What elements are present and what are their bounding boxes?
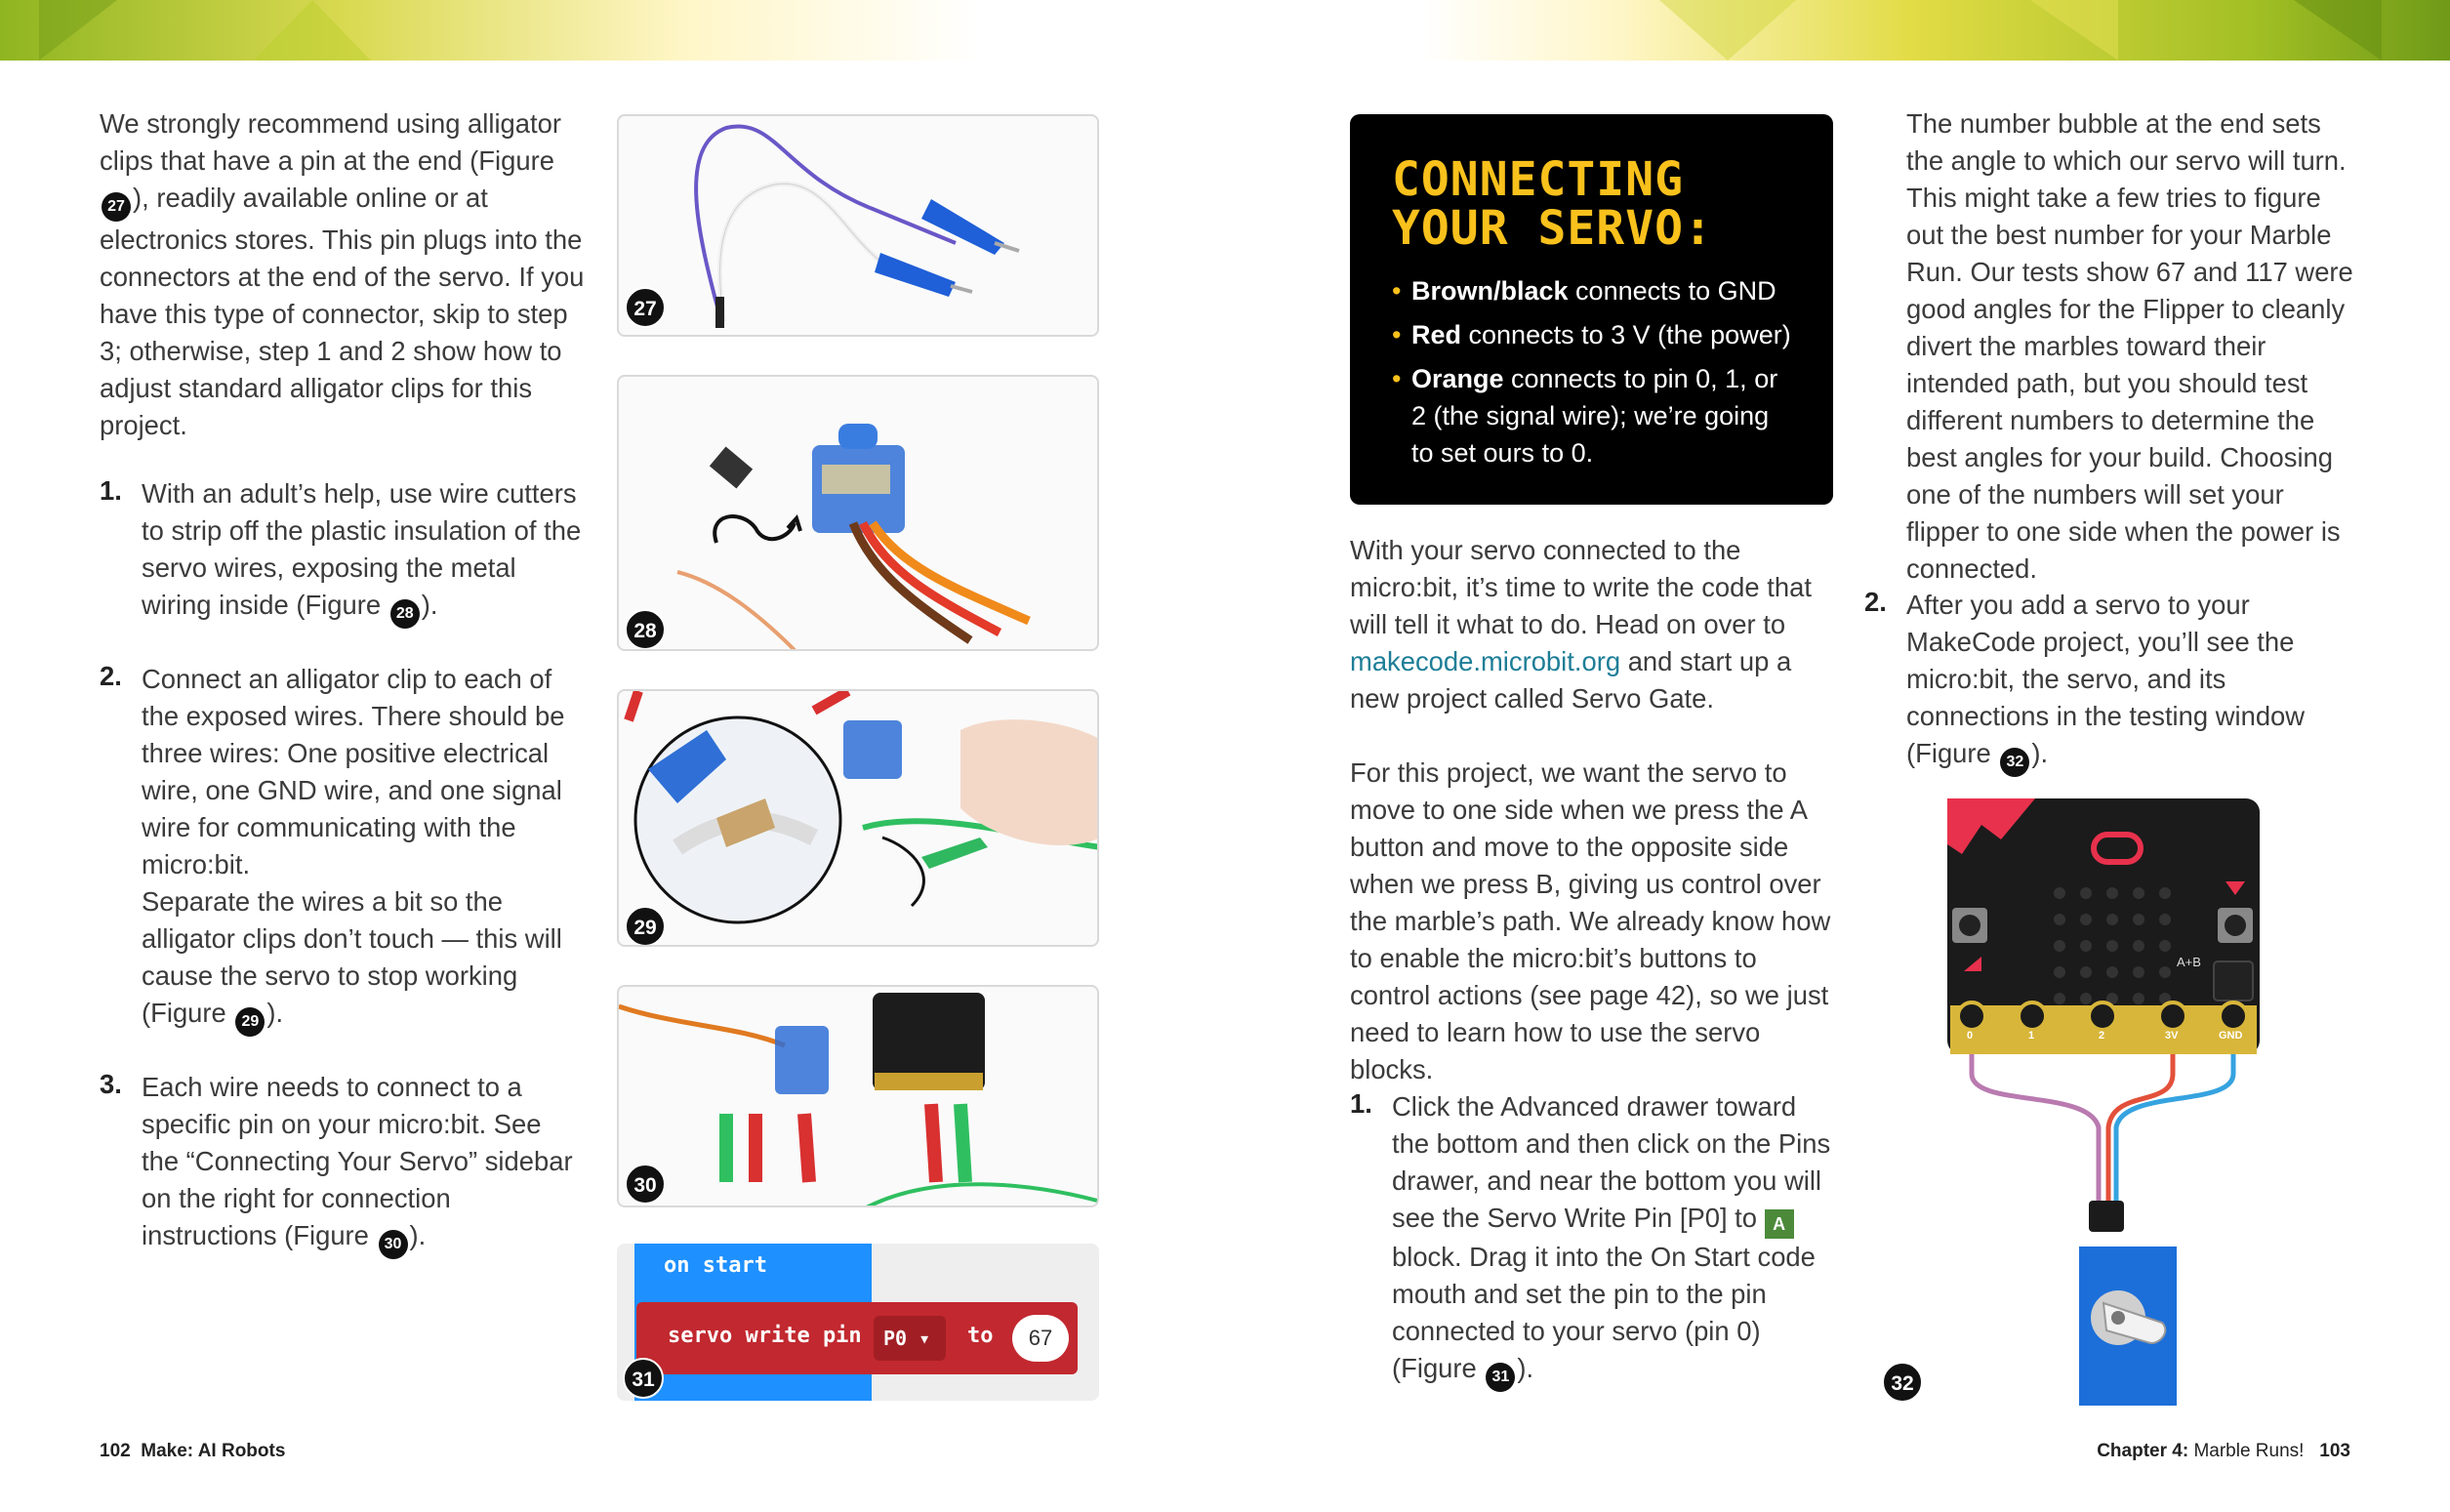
sidebar-list — [1392, 272, 1794, 471]
figure-number-badge: 27 — [625, 287, 666, 328]
bullet-icon: • — [1392, 364, 1402, 393]
figure-ref-badge: 30 — [379, 1230, 408, 1259]
step-1-text: With an adult’s help, use wire cutters to strip off the plastic insulation of the servo wires, exposing the metal wiring inside (Figure 28 ). — [142, 475, 586, 629]
step-3-text: Each wire needs to connect to a specific pin on your micro:bit. See the “Connecting Your Servo” sidebar on the right for connection instructions (Figure 30 ). — [142, 1069, 586, 1259]
servo-code-intro-paragraph: With your servo connected to the micro:bit, it’s time to write the code that will tell it what to do. Head on over to makecode.microbit.org and start up a new project called Servo Gate. — [1350, 535, 1812, 714]
figure-number-badge: 31 — [623, 1358, 664, 1399]
angle-paragraph: The number bubble at the end sets the angle to which our servo will turn. This might take a few tries to figure out the best number for your Marble Run. Our tests show 67 and 117 were good angles for the Flipper to cleanly divert the marbles toward their intended path, but you should test different numbers to determine the best angles for your build. Choosing one of the numbers will set your flipper to one side when the power is connected. — [1906, 108, 2353, 584]
figure-30-photo — [617, 985, 1099, 1207]
servo-write-label: servo write pin — [668, 1324, 862, 1348]
pin-label: 2 — [2099, 1030, 2105, 1042]
separated-alligator-clips-illustration — [619, 691, 1099, 947]
top-decorative-band — [0, 0, 2450, 61]
pin-label: 0 — [1967, 1030, 1974, 1042]
step-number: 1. — [1350, 1088, 1372, 1119]
figure-ref-badge: 27 — [102, 192, 131, 222]
sidebar-item: • Orange connects to pin 0, 1, or 2 (the signal wire); we’re going to set ours to 0. — [1392, 360, 1794, 471]
connecting-your-servo-sidebar — [1350, 114, 1833, 505]
pin-label: 3V — [2165, 1030, 2179, 1042]
bullet-icon: • — [1392, 320, 1402, 349]
chevron-down-icon: ▾ — [919, 1327, 931, 1350]
figure-27-photo — [617, 114, 1099, 337]
step-2-continued-text: Separate the wires a bit so the alligator clips don’t touch — this will cause the servo to stop working (Figure 29 ). — [142, 883, 571, 1037]
pin-label: GND — [2219, 1030, 2243, 1042]
figure-number-badge: 32 — [1882, 1362, 1923, 1403]
book-title: Make: AI Robots — [141, 1441, 286, 1461]
makecode-link[interactable]: makecode.microbit.org — [1350, 646, 1621, 676]
servo-stripped-wires-illustration — [619, 377, 1099, 651]
figure-number-badge: 28 — [625, 609, 666, 650]
sidebar-title: CONNECTING YOUR SERVO: — [1392, 152, 1713, 256]
sidebar-item: • Brown/black connects to GND — [1392, 272, 1794, 309]
to-label: to — [967, 1324, 994, 1348]
page-number: 102 — [100, 1441, 131, 1461]
sidebar-item: • Red connects to 3 V (the power) — [1392, 316, 1794, 353]
servo-write-pin-block — [636, 1302, 1078, 1374]
figure-ref-badge: 32 — [2000, 748, 2029, 777]
ab-button-label: A+B — [2177, 955, 2201, 969]
alligator-clip-wires-illustration — [619, 116, 1099, 337]
figure-32-simulator — [1891, 796, 2265, 1406]
step-2-text: Connect an alligator clip to each of the exposed wires. There should be three wires: One positive electrical wire, one GND wire, and one signal wire for communicating with the micro:bit. — [142, 664, 565, 879]
step-number: 3. — [100, 1069, 122, 1099]
step-number: 2. — [1864, 587, 1887, 617]
figure-28-photo — [617, 375, 1099, 651]
angle-value-bubble: 67 — [1012, 1315, 1069, 1362]
page-number: 103 — [2319, 1441, 2350, 1461]
chapter-label: Chapter 4: — [2097, 1441, 2189, 1461]
servo-connected-to-microbit-illustration — [619, 987, 1099, 1207]
right-page-footer — [2097, 1441, 2350, 1462]
figure-ref-badge: 29 — [235, 1007, 265, 1037]
pin-label: 1 — [2028, 1030, 2035, 1042]
bullet-icon: • — [1392, 276, 1402, 306]
step-number: 1. — [100, 475, 122, 506]
right-step-1-text: Click the Advanced drawer toward the bottom and then click on the Pins drawer, and near the bottom you will see the Servo Write Pin [P0] to A block. Drag it into the On Start code mouth and set the pin to the pin connected to your servo (pin 0) (Figure 31 ). — [1392, 1088, 1836, 1392]
left-page-footer — [100, 1441, 285, 1462]
microbit-servo-simulator-illustration — [1942, 796, 2265, 1406]
step-number: 2. — [100, 661, 122, 691]
figure-29-photo — [617, 689, 1099, 947]
figure-ref-badge: 31 — [1486, 1363, 1515, 1392]
figure-31-makecode-block — [617, 1244, 1099, 1401]
figure-number-badge: 29 — [625, 906, 666, 947]
pin-dropdown: P0 ▾ — [874, 1316, 946, 1361]
on-start-label: on start — [664, 1253, 767, 1278]
value-chip-icon: A — [1765, 1209, 1794, 1239]
servo-project-paragraph: For this project, we want the servo to move to one side when we press the A button and move to the opposite side when we press B, giving us control over the marble’s path. We already know how to enable the micro:bit’s buttons to control actions (see page 42), so we just need to learn how to use the servo blocks. — [1350, 757, 1831, 1084]
right-step-2-text: After you add a servo to your MakeCode project, you’ll see the micro:bit, the servo, and its connections in the testing window (Figure 32 ). — [1906, 587, 2336, 777]
chapter-title: Marble Runs! — [2193, 1441, 2305, 1461]
intro-paragraph: We strongly recommend using alligator clips that have a pin at the end (Figure 27 ), readily available online or at electronics stores. This pin plugs into the connectors at the end of the servo. If you have this type of connector, skip to step 3; otherwise, step 1 and 2 show how to adjust standard alligator clips for this project. — [100, 108, 585, 440]
figure-number-badge: 30 — [625, 1164, 666, 1205]
figure-ref-badge: 28 — [390, 599, 420, 629]
